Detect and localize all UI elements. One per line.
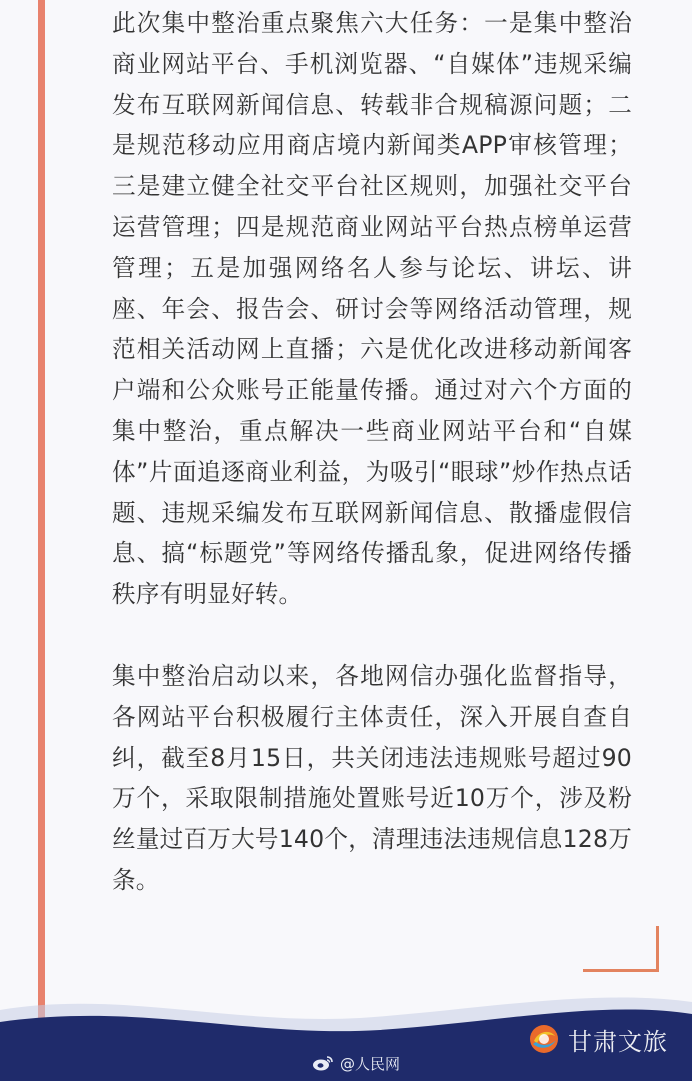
gansu-logo-icon [528,1023,560,1055]
source-credit [312,1052,400,1074]
article-paragraph-2: 集中整治启动以来，各地网信办强化监督指导，各网站平台积极履行主体责任，深入开展自查自纠，截至8月15日，共关闭违法违规账号超过90万个，采取限制措施处置账号近10万个，涉及粉丝量过百万大号140个，清理违法违规信息128万条。 [112,661,632,894]
source-label: @人民网 [340,1054,401,1073]
brand-name: 甘肃文旅 [568,1027,668,1056]
corner-bracket-decoration [583,926,659,972]
weibo-icon [312,1054,334,1072]
brand-watermark [528,1022,668,1056]
left-accent-bar [38,0,45,1081]
article-body [112,0,632,901]
article-paragraph-1: 此次集中整治重点聚焦六大任务：一是集中整治商业网站平台、手机浏览器、“自媒体”违规采编发布互联网新闻信息、转载非合规稿源问题；二是规范移动应用商店境内新闻类APP审核管理；三是建立健全社交平台社区规则，加强社交平台运营管理；四是规范商业网站平台热点榜单运营管理；五是加强网络名人参与论坛、讲坛、讲座、年会、报告会、研讨会等网络活动管理，规范相关活动网上直播；六是优化改进移动新闻客户端和公众账号正能量传播。通过对六个方面的集中整治，重点解决一些商业网站平台和“自媒体”片面追逐商业利益，为吸引“眼球”炒作热点话题、违规采编发布互联网新闻信息、散播虚假信息、搞“标题党”等网络传播乱象，促进网络传播秩序有明显好转。 [112,9,632,609]
